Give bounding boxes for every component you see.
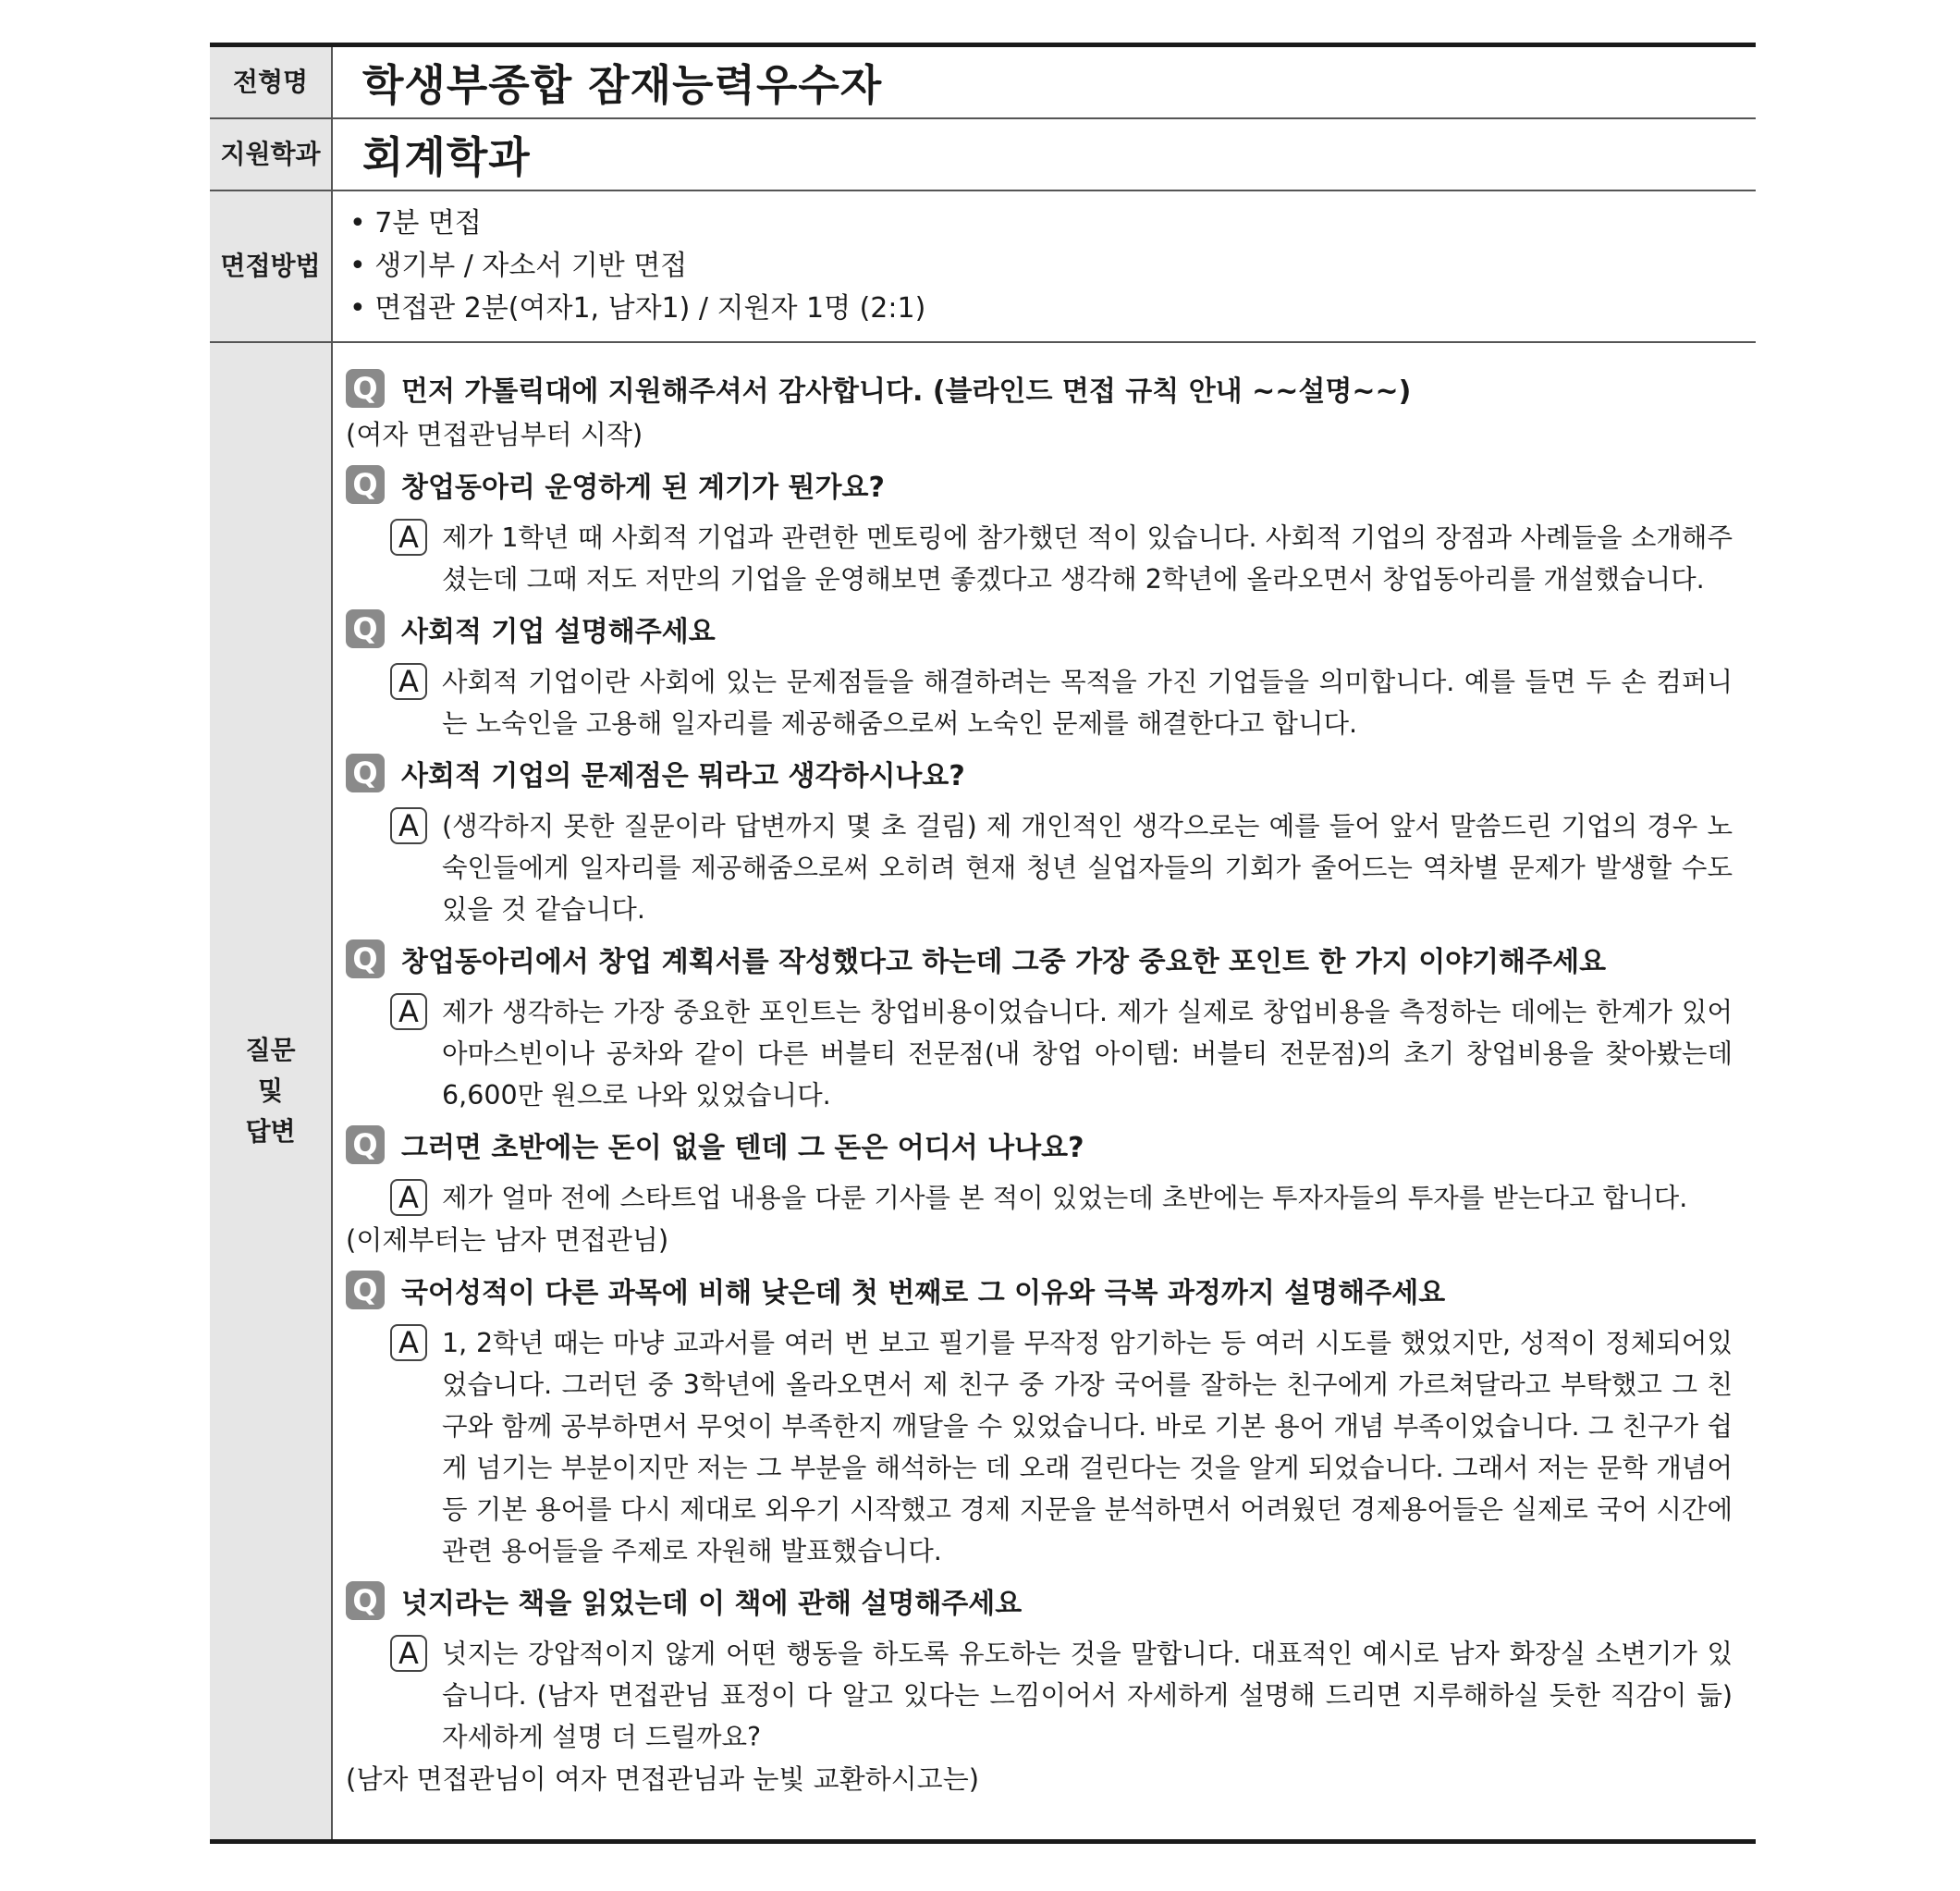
- answer: [390, 991, 1739, 1116]
- answer-text: 사회적 기업이란 사회에 있는 문제점들을 해결하려는 목적을 가진 기업들을 의미합니다. 예를 들면 두 손 컴퍼니는 노숙인을 고용해 일자리를 제공해줌으로써 노숙인 문제를 해결한다고 합니다.: [442, 667, 1733, 739]
- answer: [390, 661, 1739, 744]
- answer-text: 1, 2학년 때는 마냥 교과서를 여러 번 보고 필기를 무작정 암기하는 등 여러 시도를 했었지만, 성적이 정체되어있었습니다. 그러던 중 3학년에 올라오면서 제 친구 중 가장 국어를 잘하는 친구에게 가르쳐달라고 부탁했고 그 친구와 함께 공부하면서 무엇이 부족한지 깨달을 수 있었습니다. 바로 기본 용어 개념 부족이었습니다. 그 친구가 쉽게 넘기는 부분이지만 저는 그 부분을 해석하는 데 오래 걸린다는 것을 알게 되었습니다. 그래서 저는 문학 개념어 등 기본 용어를 다시 제대로 외우기 시작했고 경제 지문을 분석하면서 어려웠던 경제용어들은 실제로 국어 시간에 관련 용어들을 주제로 자원해 발표했습니다.: [442, 1328, 1733, 1566]
- answer-badge-icon: A: [390, 1324, 427, 1361]
- question: [346, 748, 1739, 798]
- question-text: 그러면 초반에는 돈이 없을 텐데 그 돈은 어디서 나나요?: [401, 1132, 1084, 1164]
- answer-badge-icon: A: [390, 1635, 427, 1672]
- question: [346, 1576, 1739, 1626]
- answer: [390, 517, 1739, 600]
- answer-text: 넛지는 강압적이지 않게 어떤 행동을 하도록 유도하는 것을 말합니다. 대표적인 예시로 남자 화장실 소변기가 있습니다. (남자 면접관님 표정이 다 알고 있다는 느낌이어서 자세하게 설명해 드리면 지루해하실 듯한 직감이 듦) 자세하게 설명 더 드릴까요?: [442, 1639, 1733, 1752]
- answer-badge-icon: A: [390, 993, 427, 1030]
- interview-note: (여자 면접관님부터 시작): [346, 419, 643, 450]
- question: [346, 460, 1739, 510]
- question-text: 사회적 기업 설명해주세요: [401, 616, 716, 648]
- question: [346, 1120, 1739, 1170]
- qa-label-line: 및: [257, 1075, 284, 1106]
- method-item: • 7분 면접: [349, 207, 482, 239]
- answer-badge-icon: A: [390, 519, 427, 556]
- question: [346, 1265, 1739, 1315]
- qa-content: [333, 343, 1756, 1839]
- question-badge-icon: Q: [346, 1125, 385, 1164]
- department-label: 지원학과: [210, 119, 333, 190]
- question-text: 창업동아리에서 창업 계획서를 작성했다고 하는데 그중 가장 중요한 포인트 한 가지 이야기해주세요: [401, 946, 1607, 978]
- department-row: [210, 117, 1756, 190]
- answer: [390, 1633, 1739, 1758]
- answer-text: (생각하지 못한 질문이라 답변까지 몇 초 걸림) 제 개인적인 생각으로는 예를 들어 앞서 말씀드린 기업의 경우 노숙인들에게 일자리를 제공해줌으로써 오히려 현재 청년 실업자들의 기회가 줄어드는 역차별 문제가 발생할 수도 있을 것 같습니다.: [442, 811, 1733, 925]
- answer-badge-icon: A: [390, 1179, 427, 1216]
- answer: [390, 1322, 1739, 1572]
- question-text: 사회적 기업의 문제점은 뭐라고 생각하시나요?: [401, 760, 965, 792]
- question: [346, 934, 1739, 984]
- question-badge-icon: Q: [346, 1581, 385, 1620]
- question-text: 창업동아리 운영하게 된 계기가 뭔가요?: [401, 472, 885, 504]
- interview-method-row: [210, 190, 1756, 341]
- question-text: 먼저 가톨릭대에 지원해주셔서 감사합니다. (블라인드 면접 규칙 안내 ~~설명~~): [401, 375, 1412, 408]
- qa-row: [210, 341, 1756, 1839]
- question-badge-icon: Q: [346, 369, 385, 408]
- qa-label-line: 답변: [245, 1116, 296, 1147]
- interview-note: (이제부터는 남자 면접관님): [346, 1224, 669, 1256]
- admission-type-label: 전형명: [210, 47, 333, 117]
- question-badge-icon: Q: [346, 939, 385, 978]
- question-badge-icon: Q: [346, 465, 385, 504]
- answer: [390, 805, 1739, 930]
- question-badge-icon: Q: [346, 754, 385, 792]
- interview-record-table: [210, 43, 1756, 1844]
- qa-label: [210, 343, 333, 1839]
- question-badge-icon: Q: [346, 1271, 385, 1309]
- admission-type-row: [210, 47, 1756, 117]
- interview-note: (남자 면접관님이 여자 면접관님과 눈빛 교환하시고는): [346, 1763, 980, 1795]
- answer-text: 제가 1학년 때 사회적 기업과 관련한 멘토링에 참가했던 적이 있습니다. 사회적 기업의 장점과 사례들을 소개해주셨는데 그때 저도 저만의 기업을 운영해보면 좋겠다고 생각해 2학년에 올라오면서 창업동아리를 개설했습니다.: [442, 522, 1733, 595]
- qa-label-line: 질문: [245, 1035, 296, 1065]
- method-item: • 생기부 / 자소서 기반 면접: [349, 250, 688, 282]
- question: [346, 363, 1739, 413]
- interview-method-label: 면접방법: [210, 191, 333, 341]
- department-value: 회계학과: [362, 132, 531, 182]
- question: [346, 604, 1739, 654]
- answer-text: 제가 얼마 전에 스타트업 내용을 다룬 기사를 본 적이 있었는데 초반에는 투자자들의 투자를 받는다고 합니다.: [442, 1183, 1688, 1213]
- question-badge-icon: Q: [346, 609, 385, 648]
- answer-badge-icon: A: [390, 663, 427, 700]
- admission-type-value: 학생부종합 잠재능력우수자: [362, 60, 883, 110]
- answer-badge-icon: A: [390, 807, 427, 844]
- answer-text: 제가 생각하는 가장 중요한 포인트는 창업비용이었습니다. 제가 실제로 창업비용을 측정하는 데에는 한계가 있어 아마스빈이나 공차와 같이 다른 버블티 전문점(내 창업 아이템: 버블티 전문점)의 초기 창업비용을 찾아봤는데 6,600만 원으로 나와 있었습니다.: [442, 997, 1733, 1111]
- answer: [390, 1177, 1739, 1219]
- question-text: 넛지라는 책을 읽었는데 이 책에 관해 설명해주세요: [401, 1588, 1023, 1620]
- method-item: • 면접관 2분(여자1, 남자1) / 지원자 1명 (2:1): [349, 292, 926, 325]
- question-text: 국어성적이 다른 과목에 비해 낮은데 첫 번째로 그 이유와 극복 과정까지 설명해주세요: [401, 1277, 1446, 1309]
